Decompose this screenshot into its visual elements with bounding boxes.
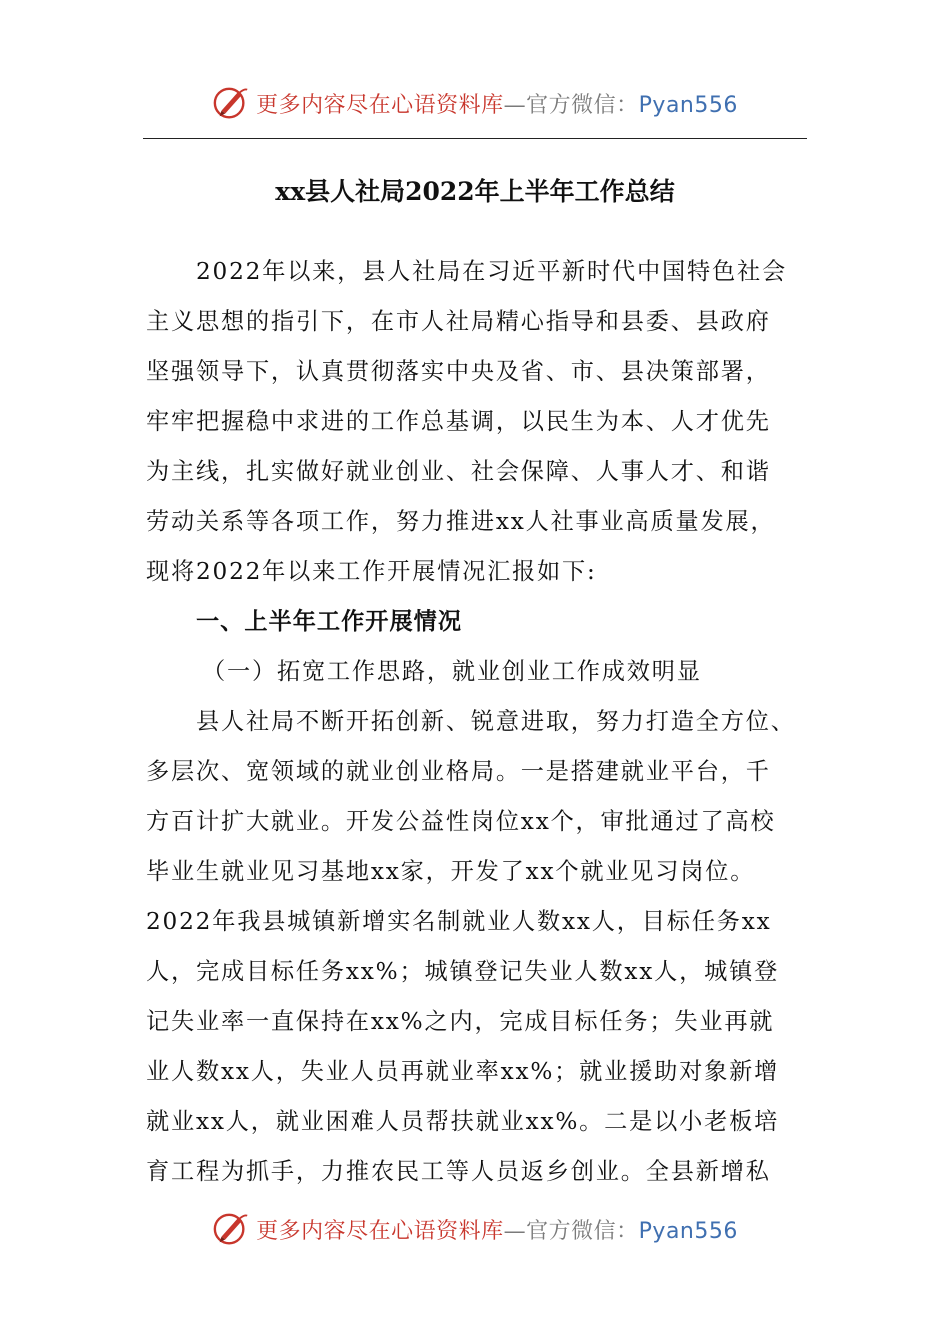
header-watermark: [0, 78, 950, 128]
text-line: 坚强领导下，认真贯彻落实中央及省、市、县决策部署，: [146, 358, 771, 385]
watermark-wechat-id: Pyan556: [638, 92, 738, 118]
watermark-label: 官方微信：: [526, 1218, 639, 1244]
document-title: xx县人社局2022年上半年工作总结: [275, 177, 675, 206]
text-line: 牢牢把握稳中求进的工作总基调，以民生为本、人才优先: [146, 408, 771, 435]
section-heading: 一、上半年工作开展情况: [196, 608, 463, 635]
watermark-text: [256, 88, 738, 119]
text-line: 为主线，扎实做好就业创业、社会保障、人事人才、和谐: [146, 458, 771, 485]
body-paragraph: [146, 697, 810, 1197]
pen-logo-icon: [212, 1210, 250, 1248]
footer-watermark: [0, 1204, 950, 1254]
pen-logo-icon: [212, 84, 250, 122]
header-divider: [143, 138, 807, 139]
text-line: 现将2022年以来工作开展情况汇报如下:: [146, 558, 597, 585]
text-line: 育工程为抓手，力推农民工等人员返乡创业。全县新增私: [146, 1158, 771, 1185]
text-line: 业人数xx人，失业人员再就业率xx%；就业援助对象新增: [146, 1058, 780, 1085]
text-line: 记失业率一直保持在xx%之内，完成目标任务；失业再就: [146, 1008, 775, 1035]
watermark-site: 更多内容尽在心语资料库: [256, 1218, 504, 1244]
watermark-separator: —: [503, 1218, 527, 1244]
text-line: 方百计扩大就业。开发公益性岗位xx个，审批通过了高校: [146, 808, 776, 835]
text-line: 主义思想的指引下，在市人社局精心指导和县委、县政府: [146, 308, 771, 335]
text-line: 多层次、宽领域的就业创业格局。一是搭建就业平台，千: [146, 758, 771, 785]
intro-paragraph: [146, 247, 810, 597]
watermark-label: 官方微信：: [526, 92, 639, 118]
text-line: 人，完成目标任务xx%；城镇登记失业人数xx人，城镇登: [146, 958, 780, 985]
text-line: 劳动关系等各项工作，努力推进xx人社事业高质量发展，: [146, 508, 776, 535]
watermark-site: 更多内容尽在心语资料库: [256, 92, 504, 118]
text-line: 2022年以来，县人社局在习近平新时代中国特色社会: [196, 258, 787, 285]
document-body: [146, 247, 810, 1197]
text-line: 毕业生就业见习基地xx家，开发了xx个就业见习岗位。: [146, 858, 756, 885]
text-line: 县人社局不断开拓创新、锐意进取，努力打造全方位、: [196, 708, 796, 735]
watermark-text: [256, 1214, 738, 1245]
text-line: 2022年我县城镇新增实名制就业人数xx人，目标任务xx: [146, 908, 772, 935]
watermark-separator: —: [503, 92, 527, 118]
subsection-heading: （一）拓宽工作思路，就业创业工作成效明显: [202, 658, 702, 685]
text-line: 就业xx人，就业困难人员帮扶就业xx%。二是以小老板培: [146, 1108, 780, 1135]
watermark-wechat-id: Pyan556: [638, 1218, 738, 1244]
